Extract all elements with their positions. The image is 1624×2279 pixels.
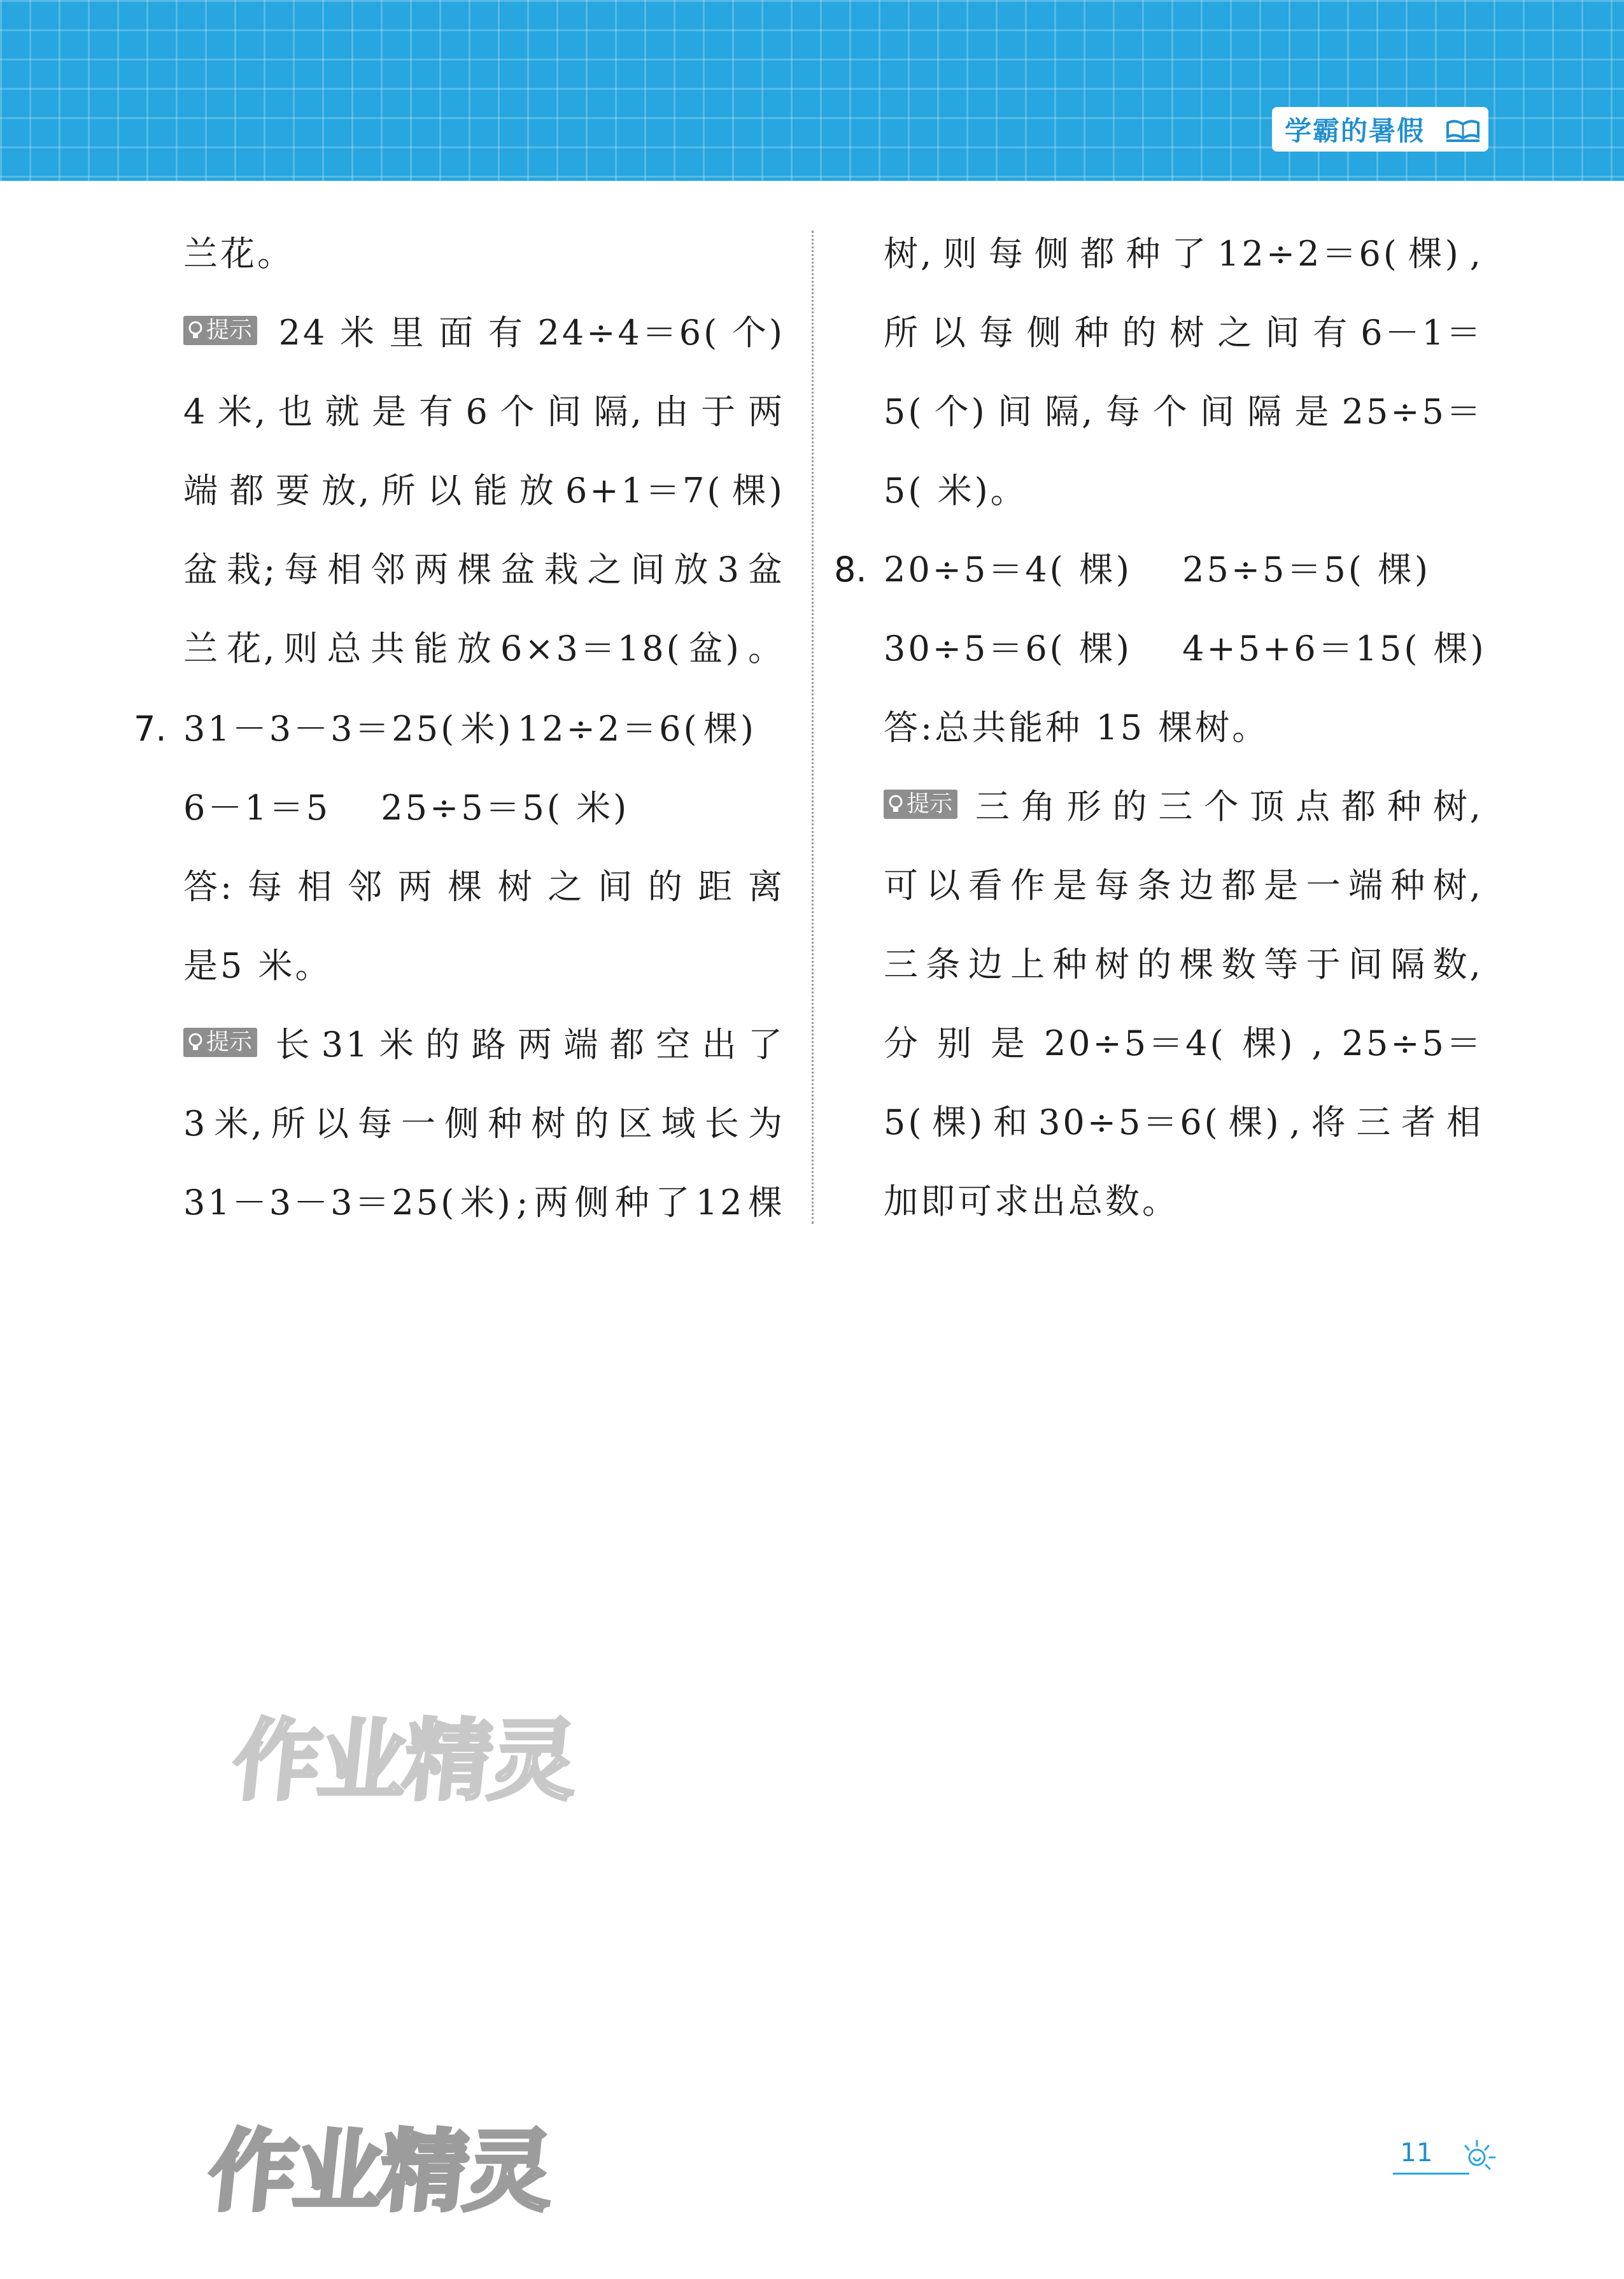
text-token: 一 [1306,865,1343,905]
text-token: 盆 [500,550,538,590]
text-token: 放, [321,471,372,511]
text-token: 是 [990,1023,1027,1063]
text-token: 分 [884,1023,921,1063]
text-token: 间 [630,550,668,590]
text-token: 棵) [1408,234,1461,274]
text-token: 数 [1221,944,1259,984]
right-cont-line [884,377,1483,447]
text-token: 端 [563,1025,601,1065]
text-token: 31－3－3＝25( [183,1182,457,1223]
watermark-logo-bottom: 作业精灵 [204,2120,556,2223]
text-token: 隔 [1390,944,1428,984]
text-token: 有 [1313,313,1350,353]
text-token: 一 [401,1104,439,1144]
text-token: 等 [1264,944,1301,984]
text-token: 是 [1264,865,1301,905]
text-token: 12 [695,1182,745,1223]
text-token: 于 [1306,944,1343,984]
text-token: 所 [884,313,921,353]
text-token: 棵 [448,867,485,907]
text-token: 要 [275,471,313,511]
text-token: 共 [370,628,407,669]
text-token: 面 [439,313,476,353]
text-token: 侧 [1026,313,1064,353]
text-token: 点 [1296,786,1333,827]
text-token: 侧 [574,1182,612,1223]
text-token: 能 [473,471,511,511]
text-token: 25÷5＝ [1341,392,1483,432]
column-divider [812,231,814,1224]
text-token: 树 [1094,944,1132,984]
q7-answer-line [183,852,785,922]
text-token: 三 [975,786,1012,827]
text-token: 形 [1066,786,1104,827]
text-token: 个 [500,392,537,432]
q8-equation-line-2: 30÷5＝6( 棵) 4+5+6＝15( 棵) [884,628,1486,669]
text-token: 20÷5＝4( [1043,1023,1226,1063]
text-token: 三 [1356,1102,1394,1142]
text-token: 有 [488,313,525,353]
text-token: 距 [698,867,735,907]
text-token: 米 [379,1025,416,1065]
text-token: 就 [325,392,362,432]
left-line-1: 兰花。 [183,234,294,274]
text-token: 。 [747,628,785,669]
tip2-line [183,1089,785,1159]
text-token: 两 [533,1182,571,1223]
text-token: 两 [517,1025,554,1065]
text-token: 种 [1074,313,1112,353]
text-token: 两 [414,550,451,590]
tip-badge [183,1028,257,1057]
text-token: 者 [1401,1102,1439,1142]
text-token: 棵) [932,1102,985,1142]
right-cont-line [884,219,1483,289]
header-banner [0,0,1624,181]
tip3-last-line: 加即可求出总数。 [884,1181,1179,1221]
text-token: 盆) [688,628,742,669]
text-token: 的 [574,1104,612,1144]
q7-equation-line-2: 6－1＝5 25÷5＝5( 米) [183,788,630,828]
text-token: 答: [183,867,235,907]
tip2-line [183,1168,785,1238]
watermark-logo: 作业精灵 [228,1710,581,1812]
text-token: 间 [997,392,1034,432]
text-token: 邻 [371,550,408,590]
text-token: 数, [1432,944,1483,984]
text-token: 作 [1010,865,1048,905]
text-token: 6×3＝18( [500,628,682,669]
tip-label: 提示 [206,317,253,343]
text-token: 也 [278,392,315,432]
text-token: 将 [1311,1102,1348,1142]
text-token: 和 [993,1102,1031,1142]
text-token: 栽; [227,550,278,590]
text-token: 侧 [1034,234,1071,274]
tip3-line [884,1009,1483,1079]
text-token: 别 [936,1023,974,1063]
text-token: 可 [884,865,921,905]
text-token: 角 [1020,786,1058,827]
text-token: 边 [968,944,1005,984]
tip-label: 提示 [907,791,953,817]
text-token: 个 [1152,392,1190,432]
text-token: 之 [547,867,585,907]
text-token: 花, [227,628,278,669]
text-token: 由 [654,392,691,432]
text-token: 个) [934,392,987,432]
text-token: 条 [1137,865,1175,905]
text-token: 间 [598,867,635,907]
text-token: 棵 [457,550,495,590]
text-token: 棵) [1242,1023,1296,1063]
text-token: 的 [425,1025,463,1065]
tip1-line [183,456,785,526]
text-token: 放 [674,550,711,590]
text-token: 之 [587,550,625,590]
text-token: 三 [1158,786,1196,827]
tip1-line [183,298,785,368]
text-token: 以 [314,1104,351,1144]
text-token: 都 [1341,786,1379,827]
tip1-line [183,377,785,447]
text-token: 出 [702,1025,739,1065]
text-token: 树 [1169,313,1207,353]
text-token: 长 [275,1025,313,1065]
text-token: 能 [413,628,451,669]
text-token: 种 [1390,865,1428,905]
text-token: 5( [884,392,924,432]
text-token: 条 [926,944,963,984]
tip-marker [183,1010,266,1080]
tip-marker [183,298,266,368]
text-token: 间 [1265,313,1303,353]
text-token: 相 [327,550,365,590]
text-token: 则 [943,234,980,274]
text-token: 所 [381,471,418,511]
text-token: 31－3－3＝25( [183,709,457,749]
text-token: 种 [1387,786,1424,827]
text-token: 种 [488,1104,525,1144]
text-token: 是 [1052,865,1090,905]
text-token: 都 [609,1025,647,1065]
tip1-line [183,614,785,684]
text-token: 邻 [348,867,385,907]
text-token: 棵) [731,471,785,511]
text-token: 放 [456,628,494,669]
text-token: 是 [372,392,409,432]
text-token: 看 [968,865,1005,905]
text-token: 栽 [544,550,581,590]
text-token: 隔, [593,392,644,432]
text-token: 12÷2＝6( [517,709,700,749]
right-cont-line [884,298,1483,368]
text-token: , [1311,1023,1325,1063]
page-number: 11 [1400,2138,1433,2168]
text-token: 每 [357,1104,395,1144]
q7-answer-line-2: 是5 米。 [183,946,332,986]
text-token: 以 [931,313,968,353]
text-token: 两 [397,867,435,907]
text-token: 棵 [1179,944,1217,984]
text-token: 每 [1105,392,1143,432]
text-token: 以 [926,865,963,905]
text-token: 了 [747,1025,785,1065]
text-token: 盆 [747,550,785,590]
text-token: 是 [1294,392,1332,432]
text-token: 米) [460,1182,513,1223]
text-token: 盆 [183,550,220,590]
tip3-line [884,772,1483,842]
text-token: 树, [1432,786,1483,827]
text-token: 树 [497,867,535,907]
text-token: 种 [1126,234,1163,274]
tip-badge [183,316,257,345]
text-token: 隔 [1247,392,1285,432]
lightbulb-icon [187,1032,204,1054]
series-title: 学霸的暑假 [1285,115,1425,146]
text-token: 为 [747,1104,785,1144]
text-token: 两 [747,392,785,432]
text-token: 种 [1052,944,1090,984]
text-token: 6+1＝7( [565,471,723,511]
sun-icon [1458,2133,1502,2178]
text-token: 侧 [444,1104,482,1144]
text-token: 隔, [1045,392,1096,432]
text-token: 每 [988,234,1026,274]
text-token: 离 [747,867,785,907]
text-token: 米, [214,1104,265,1144]
question-7-number: 7. [134,709,167,749]
text-token: 则 [283,628,321,669]
text-token: 路 [471,1025,509,1065]
text-token: 12÷2＝6( [1217,234,1399,274]
text-token: 间 [1348,944,1385,984]
text-token: 每 [247,867,285,907]
text-token: 边 [1179,865,1217,905]
tip1-line [183,535,785,605]
text-token: 个) [731,313,785,353]
book-icon [1445,115,1481,143]
text-token: 之 [1217,313,1255,353]
text-token: 放 [519,471,556,511]
tip-label: 提示 [206,1029,253,1055]
text-token: 24 [278,313,328,353]
text-token: 间 [547,392,584,432]
text-token: 30÷5＝6( [1038,1102,1220,1142]
right-cont-last: 5( 米)。 [884,471,1027,511]
text-token: 于 [701,392,738,432]
text-token: 所 [271,1104,308,1144]
text-token: 米) [460,709,514,749]
text-token: 了 [1171,234,1209,274]
text-token: 的 [647,867,685,907]
text-token: 5( [884,1102,924,1142]
tip3-line [884,1088,1483,1158]
text-token: , [1469,234,1483,274]
text-token: 端 [183,471,220,511]
text-token: 以 [427,471,464,511]
text-token: 米 [339,313,377,353]
text-token: 每 [978,313,1016,353]
text-token: 每 [1094,865,1132,905]
text-token: 米, [218,392,269,432]
text-token: 3 [717,550,742,590]
tip2-line [183,1010,785,1080]
q8-answer-line: 答:总共能种 15 棵树。 [884,707,1269,748]
text-token: 了 [655,1182,693,1223]
text-token: 三 [884,944,921,984]
text-token: 31 [321,1025,371,1065]
text-token: 都 [1221,865,1259,905]
text-token: 相 [297,867,335,907]
text-token: 的 [1137,944,1175,984]
text-token: 域 [661,1104,698,1144]
text-token: 25÷5＝ [1341,1023,1483,1063]
text-token: 棵) [1228,1102,1282,1142]
text-token: 间 [1200,392,1237,432]
text-token: 端 [1348,865,1385,905]
text-token: 有 [418,392,456,432]
text-token: 上 [1010,944,1048,984]
text-token: 树, [884,234,935,274]
lightbulb-icon [187,320,204,342]
text-token: 4 [183,392,208,432]
series-badge [1272,107,1488,152]
question-8-number: 8. [834,550,867,590]
text-token: 都 [1080,234,1117,274]
text-token: 树 [531,1104,568,1144]
text-token: 的 [1122,313,1159,353]
q7-equation-line-1 [183,694,756,764]
tip3-line [884,851,1483,921]
text-token: , [1289,1102,1303,1142]
text-token: 里 [389,313,427,353]
text-token: 总 [327,628,364,669]
text-token: 棵) [703,709,756,749]
text-token: 个 [1204,786,1241,827]
tip-badge [884,790,957,819]
text-token: 树, [1432,865,1483,905]
text-token: 6 [465,392,490,432]
lightbulb-icon [887,794,904,816]
text-token: 的 [1112,786,1150,827]
text-token: 长 [704,1104,742,1144]
text-token: 兰 [183,628,220,669]
text-token: 相 [1446,1102,1483,1142]
text-token: 每 [284,550,321,590]
tip3-line [884,930,1483,1000]
tip-marker [884,772,966,842]
text-token: 3 [183,1104,208,1144]
text-token: 区 [618,1104,655,1144]
text-token: 都 [229,471,267,511]
q8-equation-line-1: 20÷5＝4( 棵) 25÷5＝5( 棵) [884,550,1431,590]
text-token: 棵 [747,1182,785,1223]
text-token: ; [516,1182,531,1223]
text-token: 顶 [1250,786,1287,827]
text-token: 种 [614,1182,652,1223]
text-token: 24÷4＝6( [537,313,720,353]
text-token: 6－1＝ [1360,313,1483,353]
text-token: 空 [656,1025,693,1065]
